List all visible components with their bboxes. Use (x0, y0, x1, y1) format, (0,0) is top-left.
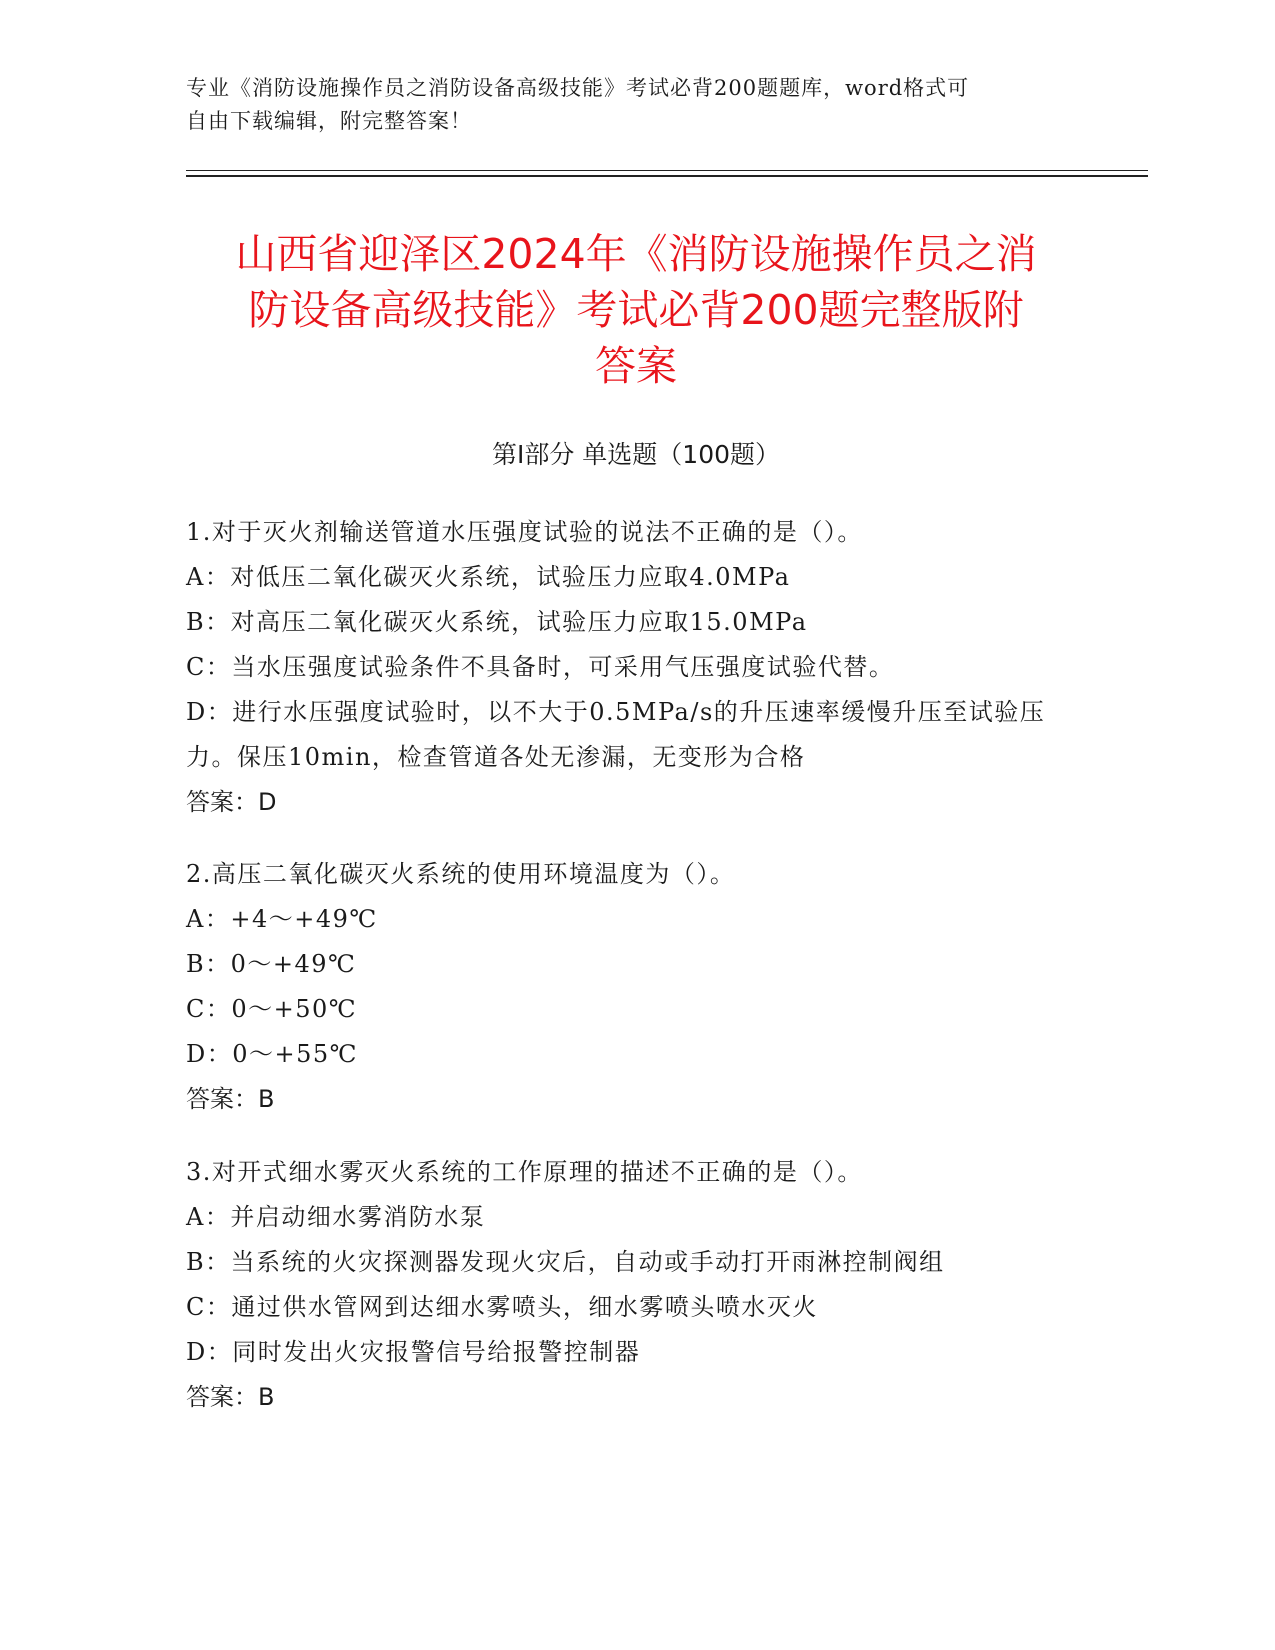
option-b: B：0～+49℃ (186, 950, 357, 978)
option-c: C：当水压强度试验条件不具备时，可采用气压强度试验代替。 (186, 653, 895, 681)
question-2 (186, 852, 1086, 1122)
question-stem: 3.对开式细水雾灭火系统的工作原理的描述不正确的是（）。 (186, 1158, 863, 1186)
section-title: 第Ⅰ部分 单选题（100题） (491, 440, 781, 469)
option-c: C：0～+50℃ (186, 995, 358, 1023)
option-b: B：当系统的火灾探测器发现火灾后，自动或手动打开雨淋控制阀组 (186, 1248, 945, 1276)
header-note-line-1: 专业《消防设施操作员之消防设备高级技能》考试必背200题题库，word格式可 (186, 76, 970, 100)
question-stem: 1.对于灭火剂输送管道水压强度试验的说法不正确的是（）。 (186, 518, 863, 546)
answer-label: 答案：B (186, 1383, 275, 1411)
option-c: C：通过供水管网到达细水雾喷头，细水雾喷头喷水灭火 (186, 1293, 818, 1321)
document-title-line-1: 山西省迎泽区2024年《消防设施操作员之消 (235, 230, 1037, 278)
option-b: B：对高压二氧化碳灭火系统，试验压力应取15.0MPa (186, 608, 808, 636)
option-a: A：并启动细水雾消防水泵 (186, 1203, 486, 1231)
header-note-line-2: 自由下载编辑，附完整答案！ (186, 109, 472, 133)
document-title-line-3: 答案 (595, 342, 677, 390)
option-a: A：对低压二氧化碳灭火系统，试验压力应取4.0MPa (186, 563, 791, 591)
question-3 (186, 1150, 1086, 1420)
option-d: D：进行水压强度试验时，以不大于0.5MPa/s的升压速率缓慢升压至试验压力。保压10min，检查管道各处无渗漏，无变形为合格 (186, 698, 1046, 771)
option-d: D：同时发出火灾报警信号给报警控制器 (186, 1338, 641, 1366)
answer-label: 答案：B (186, 1085, 275, 1113)
question-stem: 2.高压二氧化碳灭火系统的使用环境温度为（）。 (186, 860, 736, 888)
document-title-line-2: 防设备高级技能》考试必背200题完整版附 (248, 286, 1024, 334)
header-note (186, 72, 1086, 138)
header-rule-thin (186, 170, 1148, 171)
answer-label: 答案：D (186, 788, 277, 816)
header-rule-thick (186, 175, 1148, 177)
option-a: A：+4～+49℃ (186, 905, 378, 933)
question-1 (186, 510, 1086, 825)
document-title (186, 226, 1086, 394)
option-d: D：0～+55℃ (186, 1040, 359, 1068)
